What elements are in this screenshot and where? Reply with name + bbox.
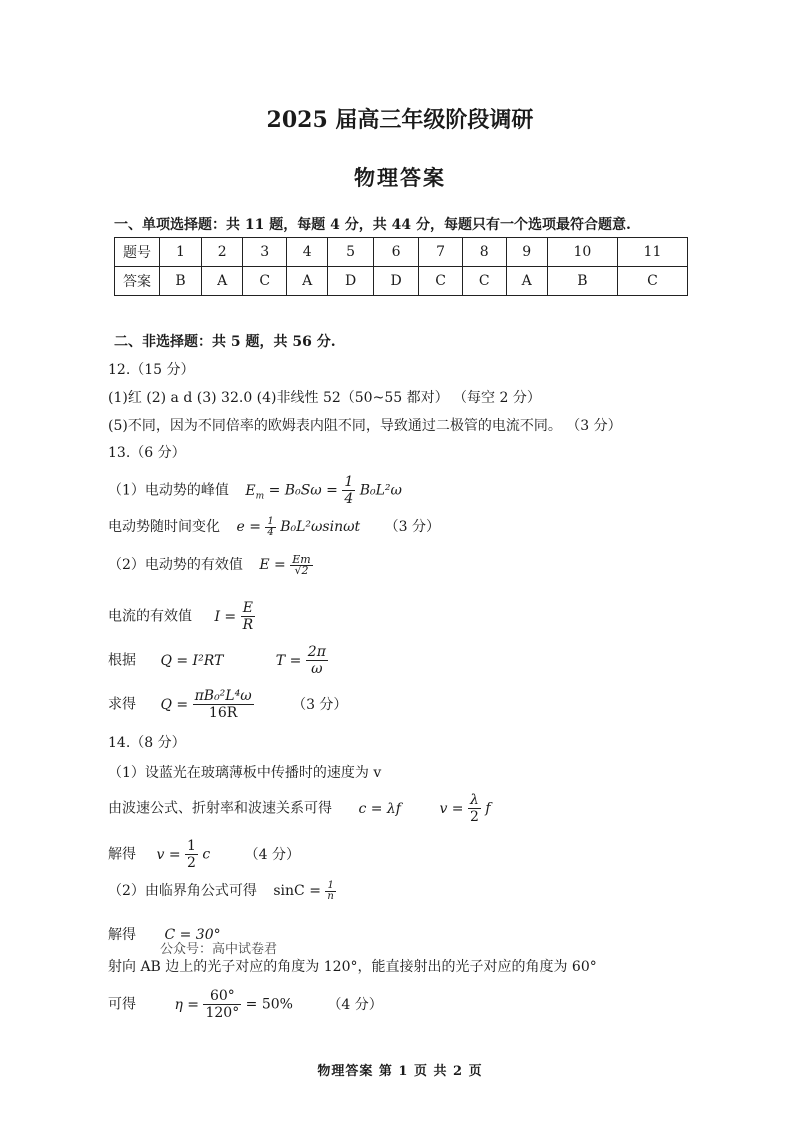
q14-p3-frac [185, 838, 198, 871]
table-cell: 10 [547, 238, 617, 267]
q14-part3 [108, 838, 300, 871]
q13-p6-frac-d: 16R [208, 705, 238, 721]
table-cell: 3 [243, 238, 287, 267]
table-cell: 2 [202, 238, 243, 267]
page-footer: 物理答案 第 1 页 共 2 页 [317, 1064, 483, 1079]
q13-p4-eq-lhs: I = [214, 608, 237, 625]
q14-p3-frac-n: 1 [187, 838, 196, 854]
q14-p4-frac-d: n [327, 890, 334, 902]
q14-p3-frac-d: 2 [187, 855, 196, 871]
q13-p4-frac-d: R [242, 617, 254, 633]
q13-p4-frac [241, 600, 256, 633]
table-cell: A [506, 267, 547, 296]
q14-p5-eq: C = 30° [164, 927, 221, 943]
q14-part1: （1）设蓝光在玻璃薄板中传播时的速度为 v [108, 765, 382, 781]
table-cell: 5 [328, 238, 374, 267]
table-cell: 7 [419, 238, 463, 267]
q13-p1-eq-rhs: B₀L²ω [359, 482, 402, 499]
q13-p6-score: （3 分） [292, 696, 348, 713]
q13-p5-frac-n: 2π [307, 644, 326, 660]
row-label-question: 题号 [115, 238, 160, 267]
q14-p2-eq2-rhs: f [485, 800, 491, 817]
q14-title: 14.（8 分） [108, 735, 186, 751]
q13-p5-eq: Q = I²RT [160, 652, 224, 669]
table-cell: B [160, 267, 202, 296]
q13-p5-frac-d: ω [311, 661, 323, 677]
q13-p6-label: 求得 [108, 696, 136, 713]
table-cell: A [286, 267, 327, 296]
q13-part4 [108, 600, 255, 633]
table-cell: B [547, 267, 617, 296]
table-cell: C [462, 267, 506, 296]
table-cell: 4 [286, 238, 327, 267]
answer-table [114, 237, 688, 296]
q12-title: 12.（15 分） [108, 362, 195, 378]
q13-p6-frac [193, 688, 254, 721]
q13-part6 [108, 688, 347, 721]
q14-p2-eq1: c = λf [358, 800, 401, 817]
watermark-text: 公众号：高中试卷君 [160, 942, 278, 957]
q13-p2-frac-d: 4 [267, 526, 274, 538]
q14-p7-label: 可得 [108, 996, 136, 1013]
table-cell: C [617, 267, 687, 296]
q14-p3-eq-rhs: c [202, 846, 211, 863]
table-cell: D [373, 267, 419, 296]
q12-line2: (5)不同，因为不同倍率的欧姆表内阻不同，导致通过二极管的电流不同。 （3 分） [108, 418, 622, 434]
table-cell: C [419, 267, 463, 296]
q13-p6-eq-lhs: Q = [160, 696, 189, 713]
table-cell: 1 [160, 238, 202, 267]
q13-p1-frac-n: 1 [344, 474, 354, 490]
q13-p5-eq2-lhs: T = [275, 652, 302, 669]
q13-p1-eq-mid: = B₀Sω = [268, 482, 338, 499]
q14-p7-frac-d: 120° [205, 1005, 240, 1021]
q14-p7-frac [203, 988, 241, 1021]
q13-p2-label: 电动势随时间变化 [108, 519, 220, 535]
q13-p3-frac [290, 552, 312, 577]
page-subtitle: 物理答案 [354, 165, 446, 190]
table-cell: 8 [462, 238, 506, 267]
section2-heading: 二、非选择题：共 5 题，共 56 分. [114, 334, 336, 350]
q13-p4-frac-n: E [241, 600, 256, 617]
q13-p1-label: （1）电动势的峰值 [108, 482, 229, 499]
q14-p4-frac [325, 881, 335, 902]
q13-p2-frac-n: 1 [267, 515, 274, 527]
q13-p2-eq-lhs: e = [236, 519, 261, 535]
q14-p2-frac-d: 2 [469, 809, 479, 825]
q13-p2-frac [265, 517, 275, 538]
table-cell: A [202, 267, 243, 296]
table-cell: 6 [373, 238, 419, 267]
table-cell: D [328, 267, 374, 296]
table-cell: 9 [506, 238, 547, 267]
page-title: 2025 届高三年级阶段调研 [266, 107, 534, 133]
table-row-questions [115, 238, 688, 267]
q14-p4-label: （2）由临界角公式可得 [108, 883, 257, 899]
q14-p7-score: （4 分） [327, 996, 383, 1013]
table-row-answers [115, 267, 688, 296]
q14-p2-frac-n: λ [468, 792, 481, 809]
q13-p1-frac-d: 4 [344, 491, 354, 507]
q14-p3-score: （4 分） [244, 846, 301, 863]
q14-p7-frac-n: 60° [203, 988, 241, 1005]
q13-p5-frac [306, 644, 328, 677]
q13-p3-eq-lhs: E = [259, 557, 286, 573]
section1-heading: 一、单项选择题：共 11 题，每题 4 分，共 44 分，每题只有一个选项最符合题意. [114, 217, 631, 233]
q13-part2 [108, 516, 440, 538]
q13-title: 13.（6 分） [108, 445, 186, 461]
q14-p4-eq-lhs: sinC = [273, 883, 321, 899]
q14-p7-eq-lhs: η = [174, 996, 200, 1013]
q13-p3-frac-n: Em [292, 552, 311, 566]
q14-part4 [108, 880, 336, 902]
q13-p2-score: （3 分） [384, 519, 440, 535]
row-label-answer: 答案 [115, 267, 160, 296]
q14-part7 [108, 988, 383, 1021]
q13-p1-frac [342, 474, 355, 507]
q13-p2-eq-rhs: B₀L²ωsinωt [280, 519, 361, 535]
q14-p2-frac [468, 792, 481, 825]
q13-part5 [108, 644, 328, 677]
q14-p5-label: 解得 [108, 927, 136, 943]
q13-p6-frac-n: πB₀²L⁴ω [194, 688, 252, 704]
q14-part2 [108, 792, 491, 825]
q14-p2-label: 由波速公式、折射率和波速关系可得 [108, 800, 332, 817]
q12-line1: (1)红 (2) a d (3) 32.0 (4)非线性 52（50~55 都对） （每空 2 分） [108, 390, 541, 406]
q13-p3-frac-d: √2 [294, 563, 309, 577]
q13-p3-label: （2）电动势的有效值 [108, 557, 243, 573]
q14-p3-label: 解得 [108, 846, 136, 863]
q14-p2-eq2-lhs: v = [439, 800, 464, 817]
q13-part3 [108, 554, 313, 576]
q14-p7-eq-rhs: = 50% [245, 996, 293, 1013]
q13-p4-label: 电流的有效值 [108, 608, 192, 625]
q13-part1: （1）电动势的峰值 $E_m = B_0S\omega$ = $\frac{1}{4}$ B₀L²ω [108, 474, 402, 507]
q13-p1-eq-lhs: E [245, 482, 256, 499]
table-cell: 11 [617, 238, 687, 267]
q13-p5-label: 根据 [108, 652, 136, 669]
table-cell: C [243, 267, 287, 296]
q14-p4-frac-n: 1 [325, 881, 335, 892]
q14-p3-eq-lhs: v = [156, 846, 181, 863]
q14-part6: 射向 AB 边上的光子对应的角度为 120°，能直接射出的光子对应的角度为 60° [108, 959, 597, 975]
